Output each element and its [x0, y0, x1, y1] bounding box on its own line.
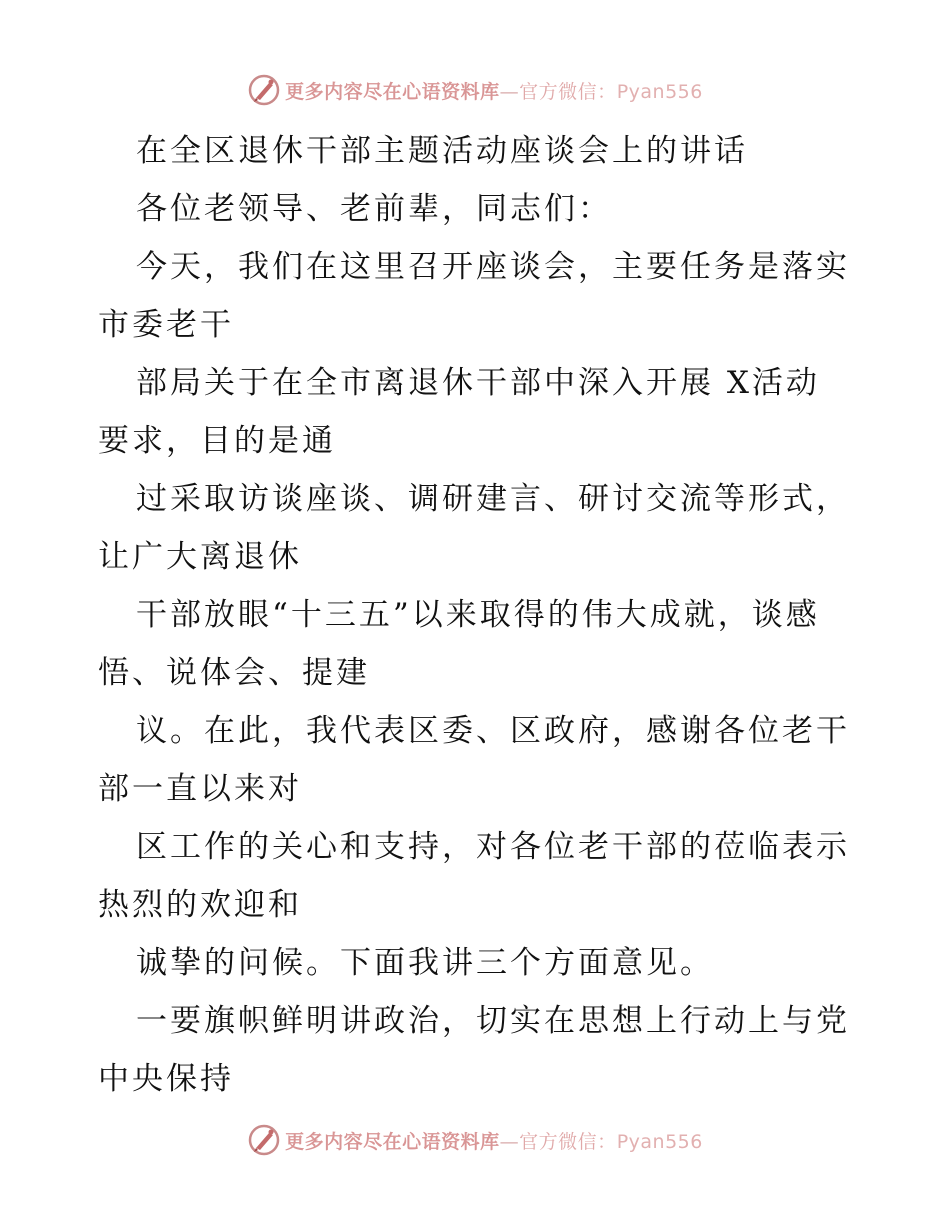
text-line: 市委老干 [98, 307, 234, 343]
text-line: 部局关于在全市离退休干部中深入开展 X活动 [136, 365, 820, 401]
text-line: 干部放眼“十三五”以来取得的伟大成就，谈感 [136, 597, 820, 633]
footer-watermark [0, 1120, 950, 1160]
quill-logo-icon [247, 73, 281, 107]
text-line: 一要旗帜鲜明讲政治，切实在思想上行动上与党 [136, 1003, 850, 1039]
text-line: 区工作的关心和支持，对各位老干部的莅临表示 [136, 829, 850, 865]
document-body [98, 122, 858, 1108]
watermark-wechat-label: 官方微信： [519, 1130, 617, 1153]
text-line: 各位老领导、老前辈，同志们： [136, 191, 612, 227]
watermark-wechat-id: Pyan556 [616, 1130, 703, 1153]
watermark-wechat-label: 官方微信： [519, 80, 617, 103]
watermark-text [285, 77, 703, 104]
text-line: 热烈的欢迎和 [98, 887, 302, 923]
watermark-text [285, 1127, 703, 1154]
watermark-site: 更多内容尽在心语资料库 [285, 1130, 500, 1153]
text-line: 议。在此，我代表区委、区政府，感谢各位老干 [136, 713, 850, 749]
text-line: 诚挚的问候。下面我讲三个方面意见。 [136, 945, 714, 981]
quill-logo-icon [247, 1123, 281, 1157]
document-title: 在全区退休干部主题活动座谈会上的讲话 [136, 133, 748, 169]
text-line: 过采取访谈座谈、调研建言、研讨交流等形式， [136, 481, 850, 517]
text-line: 让广大离退休 [98, 539, 302, 575]
watermark-wechat-id: Pyan556 [616, 80, 703, 103]
text-line: 今天，我们在这里召开座谈会，主要任务是落实 [136, 249, 850, 285]
text-line: 部一直以来对 [98, 771, 302, 807]
watermark-dash: — [499, 80, 520, 103]
text-line: 中央保持 [98, 1061, 234, 1097]
watermark-site: 更多内容尽在心语资料库 [285, 80, 500, 103]
header-watermark [0, 70, 950, 110]
text-line: 要求，目的是通 [98, 423, 336, 459]
text-line: 悟、说体会、提建 [98, 655, 370, 691]
watermark-dash: — [499, 1130, 520, 1153]
